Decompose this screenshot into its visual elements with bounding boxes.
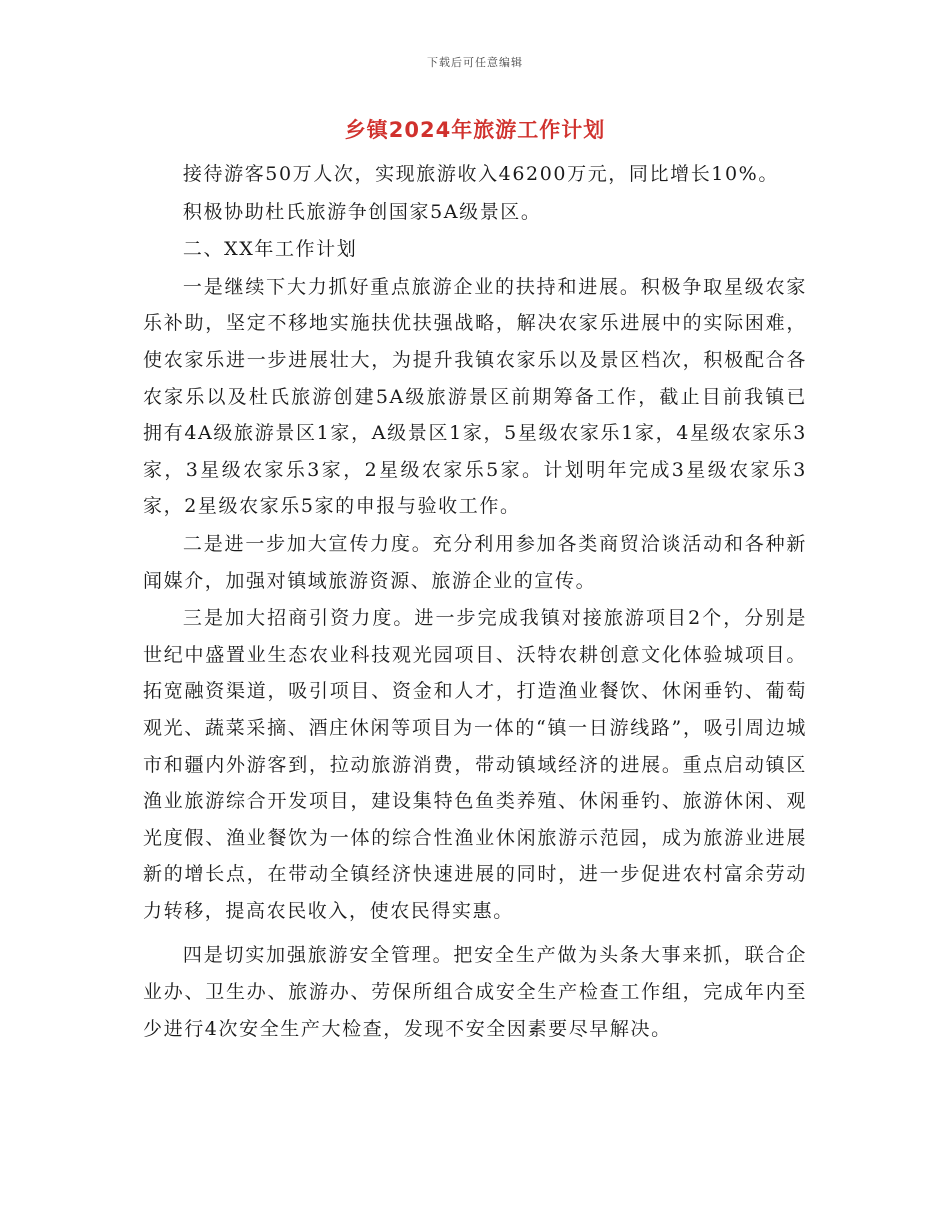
section-heading-work-plan: 二、XX年工作计划 <box>182 238 358 261</box>
header-note: 下载后可任意编辑 <box>427 56 523 69</box>
paragraph-reception: 接待游客50万人次，实现旅游收入46200万元，同比增长10%。 <box>182 163 779 185</box>
document-body <box>143 156 807 1047</box>
paragraph-5a-scenic: 积极协助杜氏旅游争创国家5A级景区。 <box>182 200 542 223</box>
document-title: 乡镇2024年旅游工作计划 <box>344 118 606 142</box>
paragraph-point-three: 三是加大招商引资力度。进一步完成我镇对接旅游项目2个，分别是世纪中盛置业生态农业科技观光园项目、沃特农耕创意文化体验城项目。拓宽融资渠道，吸引项目、资金和人才，打造渔业餐饮、休闲垂钓、葡萄观光、蔬菜采摘、酒庄休闲等项目为一体的“镇一日游线路”，吸引周边城市和疆内外游客到，拉动旅游消费，带动镇域经济的进展。重点启动镇区渔业旅游综合开发项目，建设集特色鱼类养殖、休闲垂钓、旅游休闲、观光度假、渔业餐饮为一体的综合性渔业休闲旅游示范园，成为旅游业进展新的增长点，在带动全镇经济快速进展的同时，进一步促进农村富余劳动力转移，提高农民收入，使农民得实惠。 <box>143 607 807 922</box>
paragraph-point-four: 四是切实加强旅游安全管理。把安全生产做为头条大事来抓，联合企业办、卫生办、旅游办、劳保所组合成安全生产检查工作组，完成年内至少进行4次安全生产大检查，发现不安全因素要尽早解决。 <box>143 944 807 1040</box>
paragraph-point-two: 二是进一步加大宣传力度。充分利用参加各类商贸洽谈活动和各种新闻媒介，加强对镇域旅游资源、旅游企业的宣传。 <box>143 532 807 592</box>
paragraph-point-one: 一是继续下大力抓好重点旅游企业的扶持和进展。积极争取星级农家乐补助，坚定不移地实施扶优扶强战略，解决农家乐进展中的实际困难，使农家乐进一步进展壮大，为提升我镇农家乐以及景区档次，积极配合各农家乐以及杜氏旅游创建5A级旅游景区前期筹备工作，截止目前我镇已拥有4A级旅游景区1家，A级景区1家，5星级农家乐1家，4星级农家乐3家，3星级农家乐3家，2星级农家乐5家。计划明年完成3星级农家乐3家，2星级农家乐5家的申报与验收工作。 <box>143 275 807 518</box>
